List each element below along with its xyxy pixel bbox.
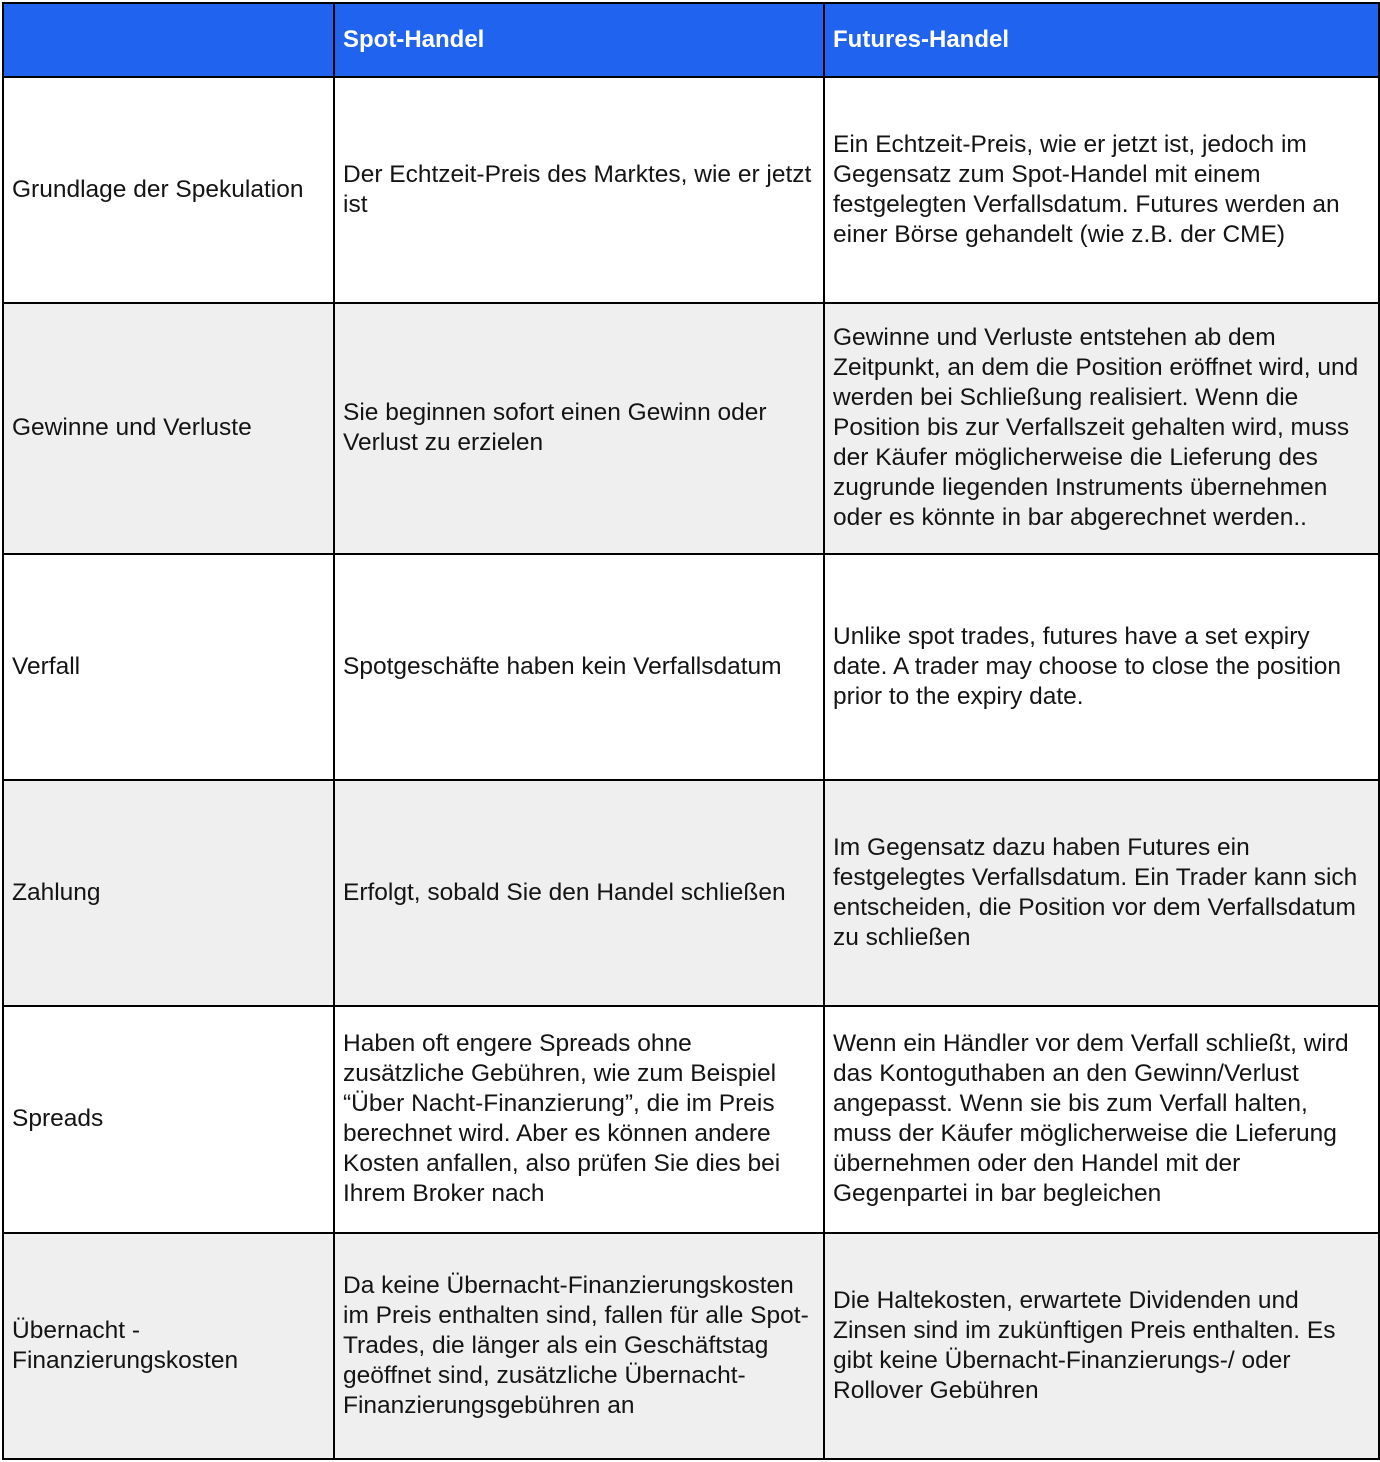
futures-cell: Wenn ein Händler vor dem Verfall schließt, wird das Kontoguthaben an den Gewinn/Verlust angepasst. Wenn sie bis zum Verfall halten, muss der Käufer möglicherweise die Lieferung übernehmen oder den Handel mit der Gegenpartei in bar begleichen bbox=[824, 1006, 1379, 1232]
row-label: Gewinne und Verluste bbox=[3, 303, 334, 553]
table-row bbox=[3, 780, 1379, 1006]
header-empty-cell bbox=[3, 3, 334, 77]
row-label: Grundlage der Spekulation bbox=[3, 77, 334, 303]
row-label: Spreads bbox=[3, 1006, 334, 1232]
header-futures-handel: Futures-Handel bbox=[824, 3, 1379, 77]
row-label: Zahlung bbox=[3, 780, 334, 1006]
futures-cell: Die Haltekosten, erwartete Dividenden und Zinsen sind im zukünftigen Preis enthalten. Es gibt keine Übernacht-Finanzierungs-/ oder Rollover Gebühren bbox=[824, 1233, 1379, 1459]
spot-cell: Da keine Übernacht-Finanzierungskosten im Preis enthalten sind, fallen für alle Spot-Trades, die länger als ein Geschäftstag geöffnet sind, zusätzliche Übernacht-Finanzierungsgebühren an bbox=[334, 1233, 824, 1459]
spot-cell: Haben oft engere Spreads ohne zusätzliche Gebühren, wie zum Beispiel “Über Nacht-Finanzierung”, die im Preis berechnet wird. Aber es können andere Kosten anfallen, also prüfen Sie dies bei Ihrem Broker nach bbox=[334, 1006, 824, 1232]
table-row bbox=[3, 554, 1379, 780]
futures-cell: Ein Echtzeit-Preis, wie er jetzt ist, jedoch im Gegensatz zum Spot-Handel mit einem festgelegten Verfallsdatum. Futures werden an einer Börse gehandelt (wie z.B. der CME) bbox=[824, 77, 1379, 303]
row-label: Übernacht - Finanzierungskosten bbox=[3, 1233, 334, 1459]
futures-cell: Im Gegensatz dazu haben Futures ein festgelegtes Verfallsdatum. Ein Trader kann sich entscheiden, die Position vor dem Verfallsdatum zu schließen bbox=[824, 780, 1379, 1006]
futures-cell: Unlike spot trades, futures have a set expiry date. A trader may choose to close the position prior to the expiry date. bbox=[824, 554, 1379, 780]
spot-cell: Der Echtzeit-Preis des Marktes, wie er jetzt ist bbox=[334, 77, 824, 303]
header-row bbox=[3, 3, 1379, 77]
row-label: Verfall bbox=[3, 554, 334, 780]
table-row bbox=[3, 303, 1379, 553]
header-spot-handel: Spot-Handel bbox=[334, 3, 824, 77]
table-row bbox=[3, 1233, 1379, 1459]
spot-cell: Sie beginnen sofort einen Gewinn oder Verlust zu erzielen bbox=[334, 303, 824, 553]
spot-cell: Erfolgt, sobald Sie den Handel schließen bbox=[334, 780, 824, 1006]
futures-cell: Gewinne und Verluste entstehen ab dem Zeitpunkt, an dem die Position eröffnet wird, und werden bei Schließung realisiert. Wenn die Position bis zur Verfallszeit gehalten wird, muss der Käufer möglicherweise die Lieferung des zugrunde liegenden Instruments übernehmen oder es könnte in bar abgerechnet werden.. bbox=[824, 303, 1379, 553]
spot-cell: Spotgeschäfte haben kein Verfallsdatum bbox=[334, 554, 824, 780]
table-row bbox=[3, 77, 1379, 303]
comparison-table bbox=[2, 2, 1380, 1460]
table-row bbox=[3, 1006, 1379, 1232]
